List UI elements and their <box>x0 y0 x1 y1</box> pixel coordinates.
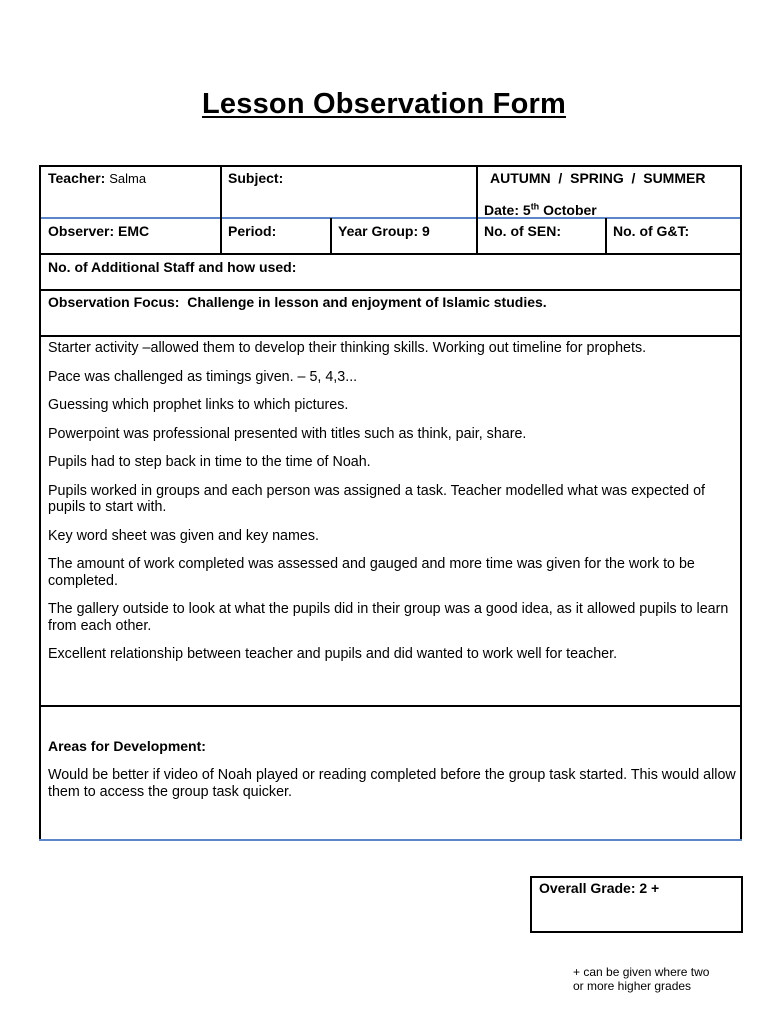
row-divider-5 <box>41 705 740 707</box>
grade-footnote <box>573 965 709 993</box>
observation-note: Starter activity –allowed them to develop their thinking skills. Working out timeline for prophets. <box>48 340 647 356</box>
form-bottom-edge <box>39 839 742 841</box>
teacher-field <box>48 170 146 187</box>
row-divider-3 <box>41 289 740 291</box>
gt-field: No. of G&T: <box>613 223 690 239</box>
subject-label: Subject: <box>228 170 284 186</box>
observation-note: The gallery outside to look at what the pupils did in their group was a good idea, as it allowed pupils to learn from each other. <box>48 601 729 634</box>
period-field: Period: <box>228 223 277 239</box>
col-divider-3 <box>330 218 332 255</box>
date-label: Date: 5 <box>484 202 531 218</box>
sen-field: No. of SEN: <box>484 223 561 239</box>
development-notes <box>48 767 736 812</box>
form-title: Lesson Observation Form <box>202 88 566 120</box>
date-month: October <box>539 202 597 218</box>
additional-staff-field: No. of Additional Staff and how used: <box>48 259 297 275</box>
observation-focus: Observation Focus: Challenge in lesson and enjoyment of Islamic studies. <box>48 294 547 310</box>
observation-note: Pupils had to step back in time to the time of Noah. <box>48 454 371 470</box>
col-divider-1 <box>220 167 222 255</box>
row-divider-2 <box>41 253 740 255</box>
observation-notes <box>48 340 736 675</box>
observation-note: Pace was challenged as timings given. – 5, 4,3... <box>48 368 358 385</box>
observation-note: Excellent relationship between teacher and pupils and did wanted to work well for teacher. <box>48 646 618 662</box>
observation-note: Key word sheet was given and key names. <box>48 527 319 544</box>
observation-note: The amount of work completed was assessed and gauged and more time was given for the work to be completed. <box>48 556 695 589</box>
overall-grade: Overall Grade: 2 + <box>539 880 660 896</box>
observation-note: Pupils worked in groups and each person was assigned a task. Teacher modelled what was expected of pupils to start with. <box>48 482 705 515</box>
development-label: Areas for Development: <box>48 738 206 754</box>
date-suffix: th <box>530 201 540 212</box>
col-divider-4 <box>605 218 607 255</box>
footnote-line: + can be given where two <box>573 965 710 979</box>
date-field <box>484 202 597 219</box>
footnote-line: or more higher grades <box>573 979 692 993</box>
teacher-label: Teacher: <box>48 170 106 186</box>
term-options: AUTUMN / SPRING / SUMMER <box>490 170 706 186</box>
year-group-field: Year Group: 9 <box>338 223 430 239</box>
teacher-value: Salma <box>109 171 147 186</box>
overall-grade-box <box>530 876 743 933</box>
col-divider-2 <box>476 167 478 255</box>
observation-form <box>39 165 742 841</box>
observation-note: Guessing which prophet links to which pictures. <box>48 397 349 413</box>
observation-note: Powerpoint was professional presented with titles such as think, pair, share. <box>48 425 527 442</box>
development-text: Would be better if video of Noah played or reading completed before the group task started. This would allow them to access the group task quicker. <box>48 767 736 800</box>
row-divider-1 <box>41 217 740 219</box>
row-divider-4 <box>41 335 740 337</box>
observer-field: Observer: EMC <box>48 223 150 239</box>
